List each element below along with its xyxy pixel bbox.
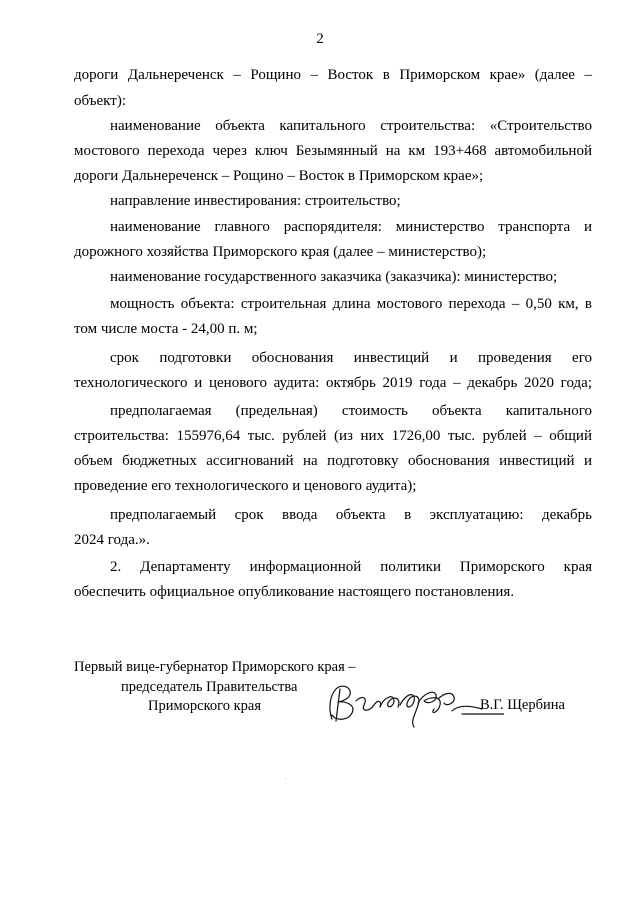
paragraph-investment-direction: направление инвестирования: строительство; — [110, 193, 401, 209]
signer-title-line-2: председатель Правительства — [121, 679, 298, 695]
paragraph-publication-line-2: обеспечить официальное опубликование настоящего постановления. — [74, 584, 515, 600]
signer-title-line-1: Первый вице-губернатор Приморского края – — [74, 659, 356, 675]
paragraph-cost-line-2: строительства: 155976,64 тыс. рублей (из них 1726,00 тыс. рублей – общий — [74, 428, 592, 444]
paragraph-customer: наименование государственного заказчика (заказчика): министерство; — [110, 269, 558, 285]
paragraph-object-name-line-2: мостового перехода через ключ Безымянный на км 193+468 автомобильной — [74, 143, 592, 159]
paragraph-commissioning-line-1: предполагаемый срок ввода объекта в эксплуатацию: декабрь — [110, 507, 592, 523]
signer-title-line-3: Приморского края — [148, 698, 262, 714]
paragraph-cost-line-3: объем бюджетных ассигнований на подготовку обоснования инвестиций и — [74, 453, 592, 469]
paragraph-main-manager-line-2: дорожного хозяйства Приморского края (далее – министерство); — [74, 244, 487, 260]
paragraph-main-manager-line-1: наименование главного распорядителя: министерство транспорта и — [110, 219, 592, 235]
paragraph-cost-line-4: проведение его технологического и ценового аудита); — [74, 478, 417, 494]
page-number: 2 — [316, 31, 324, 47]
signer-name: В.Г. Щербина — [480, 697, 565, 713]
paragraph-0-line-2: объект): — [74, 93, 126, 109]
paragraph-0-line-1: дороги Дальнереченск – Рощино – Восток в Приморском крае» (далее – — [74, 67, 592, 83]
scan-artifact-dot — [285, 778, 286, 779]
handwritten-signature — [318, 675, 504, 733]
paragraph-commissioning-line-2: 2024 года.». — [74, 532, 150, 548]
paragraph-capacity-line-1: мощность объекта: строительная длина мостового перехода – 0,50 км, в — [110, 296, 592, 312]
paragraph-cost-line-1: предполагаемая (предельная) стоимость объекта капитального — [110, 403, 592, 419]
paragraph-object-name-line-3: дороги Дальнереченск – Рощино – Восток в Приморском крае»; — [74, 168, 484, 184]
paragraph-deadline-line-1: срок подготовки обоснования инвестиций и проведения его — [110, 350, 592, 366]
paragraph-publication-line-1: 2. Департаменту информационной политики Приморского края — [110, 559, 592, 575]
paragraph-object-name-line-1: наименование объекта капитального строительства: «Строительство — [110, 118, 592, 134]
paragraph-capacity-line-2: том числе моста - 24,00 п. м; — [74, 321, 258, 337]
paragraph-deadline-line-2: технологического и ценового аудита: октябрь 2019 года – декабрь 2020 года; — [74, 375, 592, 391]
